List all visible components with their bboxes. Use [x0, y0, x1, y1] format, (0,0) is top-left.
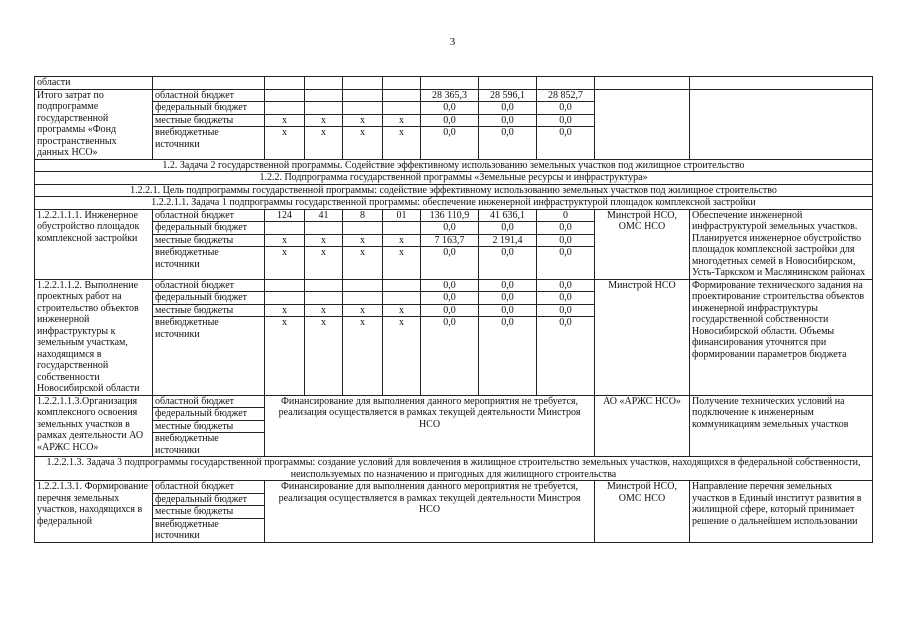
cell-line: федеральный бюджет — [153, 292, 264, 305]
sources-cell — [153, 279, 265, 395]
mark-cell — [265, 209, 305, 279]
cell-line: внебюджетные источники — [155, 247, 219, 270]
cell-line: x — [383, 235, 420, 248]
cell-line: 0,0 — [479, 222, 536, 235]
cell-line: федеральный бюджет — [153, 494, 264, 507]
cell-line: 0,0 — [537, 305, 594, 318]
cell-line: 28 596,1 — [479, 90, 536, 103]
cell-line: 0,0 — [559, 247, 572, 258]
cell-line: 0,0 — [479, 292, 536, 305]
cell-line: x — [282, 247, 287, 258]
mark-cell — [383, 209, 421, 279]
cell-line: x — [321, 317, 326, 328]
cell-line: 0,0 — [537, 280, 594, 293]
cell-line: 01 — [383, 210, 420, 223]
value-cell — [421, 89, 479, 159]
cell-line: 2 191,4 — [479, 235, 536, 248]
cell-line: 0,0 — [537, 102, 594, 115]
cell-line: областной бюджет — [153, 90, 264, 103]
cell-line — [265, 222, 304, 235]
cell-line — [343, 280, 382, 293]
cell-line: местные бюджеты — [153, 115, 264, 128]
cell-line: 0,0 — [421, 102, 478, 115]
mark-cell — [343, 279, 383, 395]
mark-cell — [383, 279, 421, 395]
sources-cell — [153, 209, 265, 279]
value-cell — [537, 209, 595, 279]
cell-line: внебюджетные источники — [155, 317, 219, 340]
section-heading-row: 1.2. Задача 2 государственной программы. Содействие эффективному использованию земельных участков под жилищное строительство — [35, 159, 873, 172]
cell-line: местные бюджеты — [153, 305, 264, 318]
cell-line: внебюджетные источники — [155, 433, 219, 456]
value-cell — [537, 89, 595, 159]
cell-line: 0,0 — [479, 280, 536, 293]
cell-line: 0,0 — [421, 115, 478, 128]
value-cell — [479, 89, 537, 159]
cell-line: 0,0 — [559, 127, 572, 138]
cell-line: x — [282, 317, 287, 328]
mark-cell — [383, 89, 421, 159]
table-row — [35, 395, 873, 457]
cell-line: областной бюджет — [153, 396, 264, 409]
cell-line — [383, 292, 420, 305]
cell-line: x — [305, 235, 342, 248]
financing-note: Финансирование для выполнения данного мероприятия не требуется, реализация осуществляется в рамках текущей деятельности Минстроя НСО — [265, 481, 595, 543]
cell-line — [343, 90, 382, 103]
cell-line: x — [383, 305, 420, 318]
section-heading-row: 1.2.2. Подпрограмма государственной программы «Земельные ресурсы и инфраструктура» — [35, 172, 873, 185]
executor-cell: Минстрой НСО, ОМС НСО — [595, 481, 690, 543]
cell-line: 124 — [265, 210, 304, 223]
cell-line: внебюджетные источники — [155, 127, 219, 150]
sources-cell — [153, 395, 265, 457]
cell-line: x — [343, 305, 382, 318]
cell-line: 0,0 — [479, 305, 536, 318]
cell-line: местные бюджеты — [153, 506, 264, 519]
table-row — [35, 77, 873, 90]
cell-line — [383, 222, 420, 235]
name-cell: 1.2.2.1.1.2. Выполнение проектных работ на строительство объектов инженерной инфраструктуры к земельным участкам, находящимся в государственной собственности Новосибирской области — [35, 279, 153, 395]
cell-line: 0,0 — [421, 292, 478, 305]
table-row — [35, 89, 873, 159]
cell-line: федеральный бюджет — [153, 102, 264, 115]
cell-line: 28 852,7 — [537, 90, 594, 103]
cell-line — [383, 102, 420, 115]
page-number: 3 — [449, 36, 456, 48]
cell-line: 136 110,9 — [421, 210, 478, 223]
cell-line: x — [265, 235, 304, 248]
cell-line: x — [343, 235, 382, 248]
cell-line: внебюджетные источники — [155, 518, 219, 541]
section-heading-row: 1.2.2.1. Цель подпрограммы государственной программы: содействие эффективному использованию земельных участков под жилищное строительство — [35, 184, 873, 197]
mark-cell — [305, 209, 343, 279]
cell-line: 0,0 — [537, 222, 594, 235]
result-cell: Направление перечня земельных участков в Единый институт развития в жилищной сфере, который принимает решение о дальнейшем использовании — [690, 481, 873, 543]
cell-line — [343, 292, 382, 305]
name-cell: 1.2.2.1.1.1. Инженерное обустройство площадок комплексной застройки — [35, 209, 153, 279]
value-cell — [421, 279, 479, 395]
result-cell: Получение технических условий на подключение к инженерным коммуникациям земельных участков — [690, 395, 873, 457]
mark-cell — [343, 209, 383, 279]
table-row — [35, 481, 873, 543]
cell-line — [265, 292, 304, 305]
cell-line: 0,0 — [443, 127, 456, 138]
program-table — [34, 76, 873, 543]
cell-line — [305, 90, 342, 103]
cell-line — [265, 280, 304, 293]
cell-line: 0,0 — [421, 222, 478, 235]
cell-line: областной бюджет — [153, 481, 264, 494]
executor-cell: Минстрой НСО — [595, 279, 690, 395]
cell-line: местные бюджеты — [153, 421, 264, 434]
mark-cell — [305, 279, 343, 395]
name-cell: области — [35, 77, 153, 90]
mark-cell — [343, 89, 383, 159]
name-cell: 1.2.2.1.3.1. Формирование перечня земельных участков, находящихся в федеральной — [35, 481, 153, 543]
cell-line: x — [399, 127, 404, 138]
table-row — [35, 279, 873, 395]
cell-line: 0,0 — [479, 115, 536, 128]
result-cell: Формирование технического задания на проектирование строительства объектов инженерной инфраструктуры государственной собственности Новосибирской области. Объемы финансирования уточнятся при формировании параметров бюджета — [690, 279, 873, 395]
name-cell: Итого затрат по подпрограмме государственной программы «Фонд пространственных данных НСО» — [35, 89, 153, 159]
cell-line: x — [265, 115, 304, 128]
cell-line: x — [282, 127, 287, 138]
cell-line — [343, 102, 382, 115]
cell-line: x — [305, 305, 342, 318]
value-cell — [479, 279, 537, 395]
value-cell — [479, 209, 537, 279]
cell-line: 41 — [305, 210, 342, 223]
cell-line: 7 163,7 — [421, 235, 478, 248]
table-row — [35, 209, 873, 279]
cell-line: 0,0 — [501, 247, 514, 258]
executor-cell: Минстрой НСО, ОМС НСО — [595, 209, 690, 279]
cell-line: 0,0 — [443, 247, 456, 258]
cell-line: 0,0 — [479, 102, 536, 115]
cell-line — [305, 222, 342, 235]
sources-cell — [153, 481, 265, 543]
value-cell — [537, 279, 595, 395]
cell-line: федеральный бюджет — [153, 408, 264, 421]
cell-line: областной бюджет — [153, 280, 264, 293]
section-heading-row: 1.2.2.1.3. Задача 3 подпрограммы государственной программы: создание условий для вовлечения в жилищное строительство земельных участков, находящихся в федеральной собственности, неиспользуемых по назначению и пригодных для жилищного строительства — [35, 457, 873, 481]
cell-line: 0,0 — [501, 317, 514, 328]
cell-line: x — [305, 115, 342, 128]
cell-line: 0,0 — [537, 235, 594, 248]
cell-line: x — [399, 247, 404, 258]
cell-line: x — [383, 115, 420, 128]
cell-line: x — [399, 317, 404, 328]
cell-line: x — [360, 247, 365, 258]
cell-line: x — [360, 127, 365, 138]
cell-line — [383, 280, 420, 293]
cell-line — [343, 222, 382, 235]
mark-cell — [305, 89, 343, 159]
mark-cell — [265, 279, 305, 395]
cell-line: областной бюджет — [153, 210, 264, 223]
cell-line: x — [360, 317, 365, 328]
cell-line: x — [321, 247, 326, 258]
cell-line: 0,0 — [537, 115, 594, 128]
result-cell: Обеспечение инженерной инфраструктурой земельных участков. Планируется инженерное обустройство площадок комплексной застройки для многодетных семей в Новосибирском, Усть-Таркском и Маслянинском районах — [690, 209, 873, 279]
executor-cell: АО «АРЖС НСО» — [595, 395, 690, 457]
cell-line: 41 636,1 — [479, 210, 536, 223]
value-cell — [421, 209, 479, 279]
cell-line — [305, 102, 342, 115]
cell-line: 0 — [537, 210, 594, 223]
cell-line: 0,0 — [501, 127, 514, 138]
cell-line: федеральный бюджет — [153, 222, 264, 235]
section-heading-row: 1.2.2.1.1. Задача 1 подпрограммы государственной программы: обеспечение инженерной инфраструктурой площадок комплексной застройки — [35, 197, 873, 210]
cell-line: 28 365,3 — [421, 90, 478, 103]
cell-line: местные бюджеты — [153, 235, 264, 248]
cell-line: x — [343, 115, 382, 128]
cell-line: 8 — [343, 210, 382, 223]
cell-line: 0,0 — [421, 280, 478, 293]
cell-line — [305, 292, 342, 305]
financing-note: Финансирование для выполнения данного мероприятия не требуется, реализация осуществляется в рамках текущей деятельности Минстроя НСО — [265, 395, 595, 457]
cell-line — [265, 90, 304, 103]
cell-line: x — [321, 127, 326, 138]
cell-line: 0,0 — [443, 317, 456, 328]
cell-line: 0,0 — [559, 317, 572, 328]
cell-line — [305, 280, 342, 293]
cell-line — [265, 102, 304, 115]
mark-cell — [265, 89, 305, 159]
sources-cell — [153, 89, 265, 159]
cell-line: 0,0 — [421, 305, 478, 318]
cell-line — [383, 90, 420, 103]
cell-line: x — [265, 305, 304, 318]
cell-line: 0,0 — [537, 292, 594, 305]
name-cell: 1.2.2.1.1.3.Организация комплексного освоения земельных участков в рамках деятельности АО «АРЖС НСО» — [35, 395, 153, 457]
